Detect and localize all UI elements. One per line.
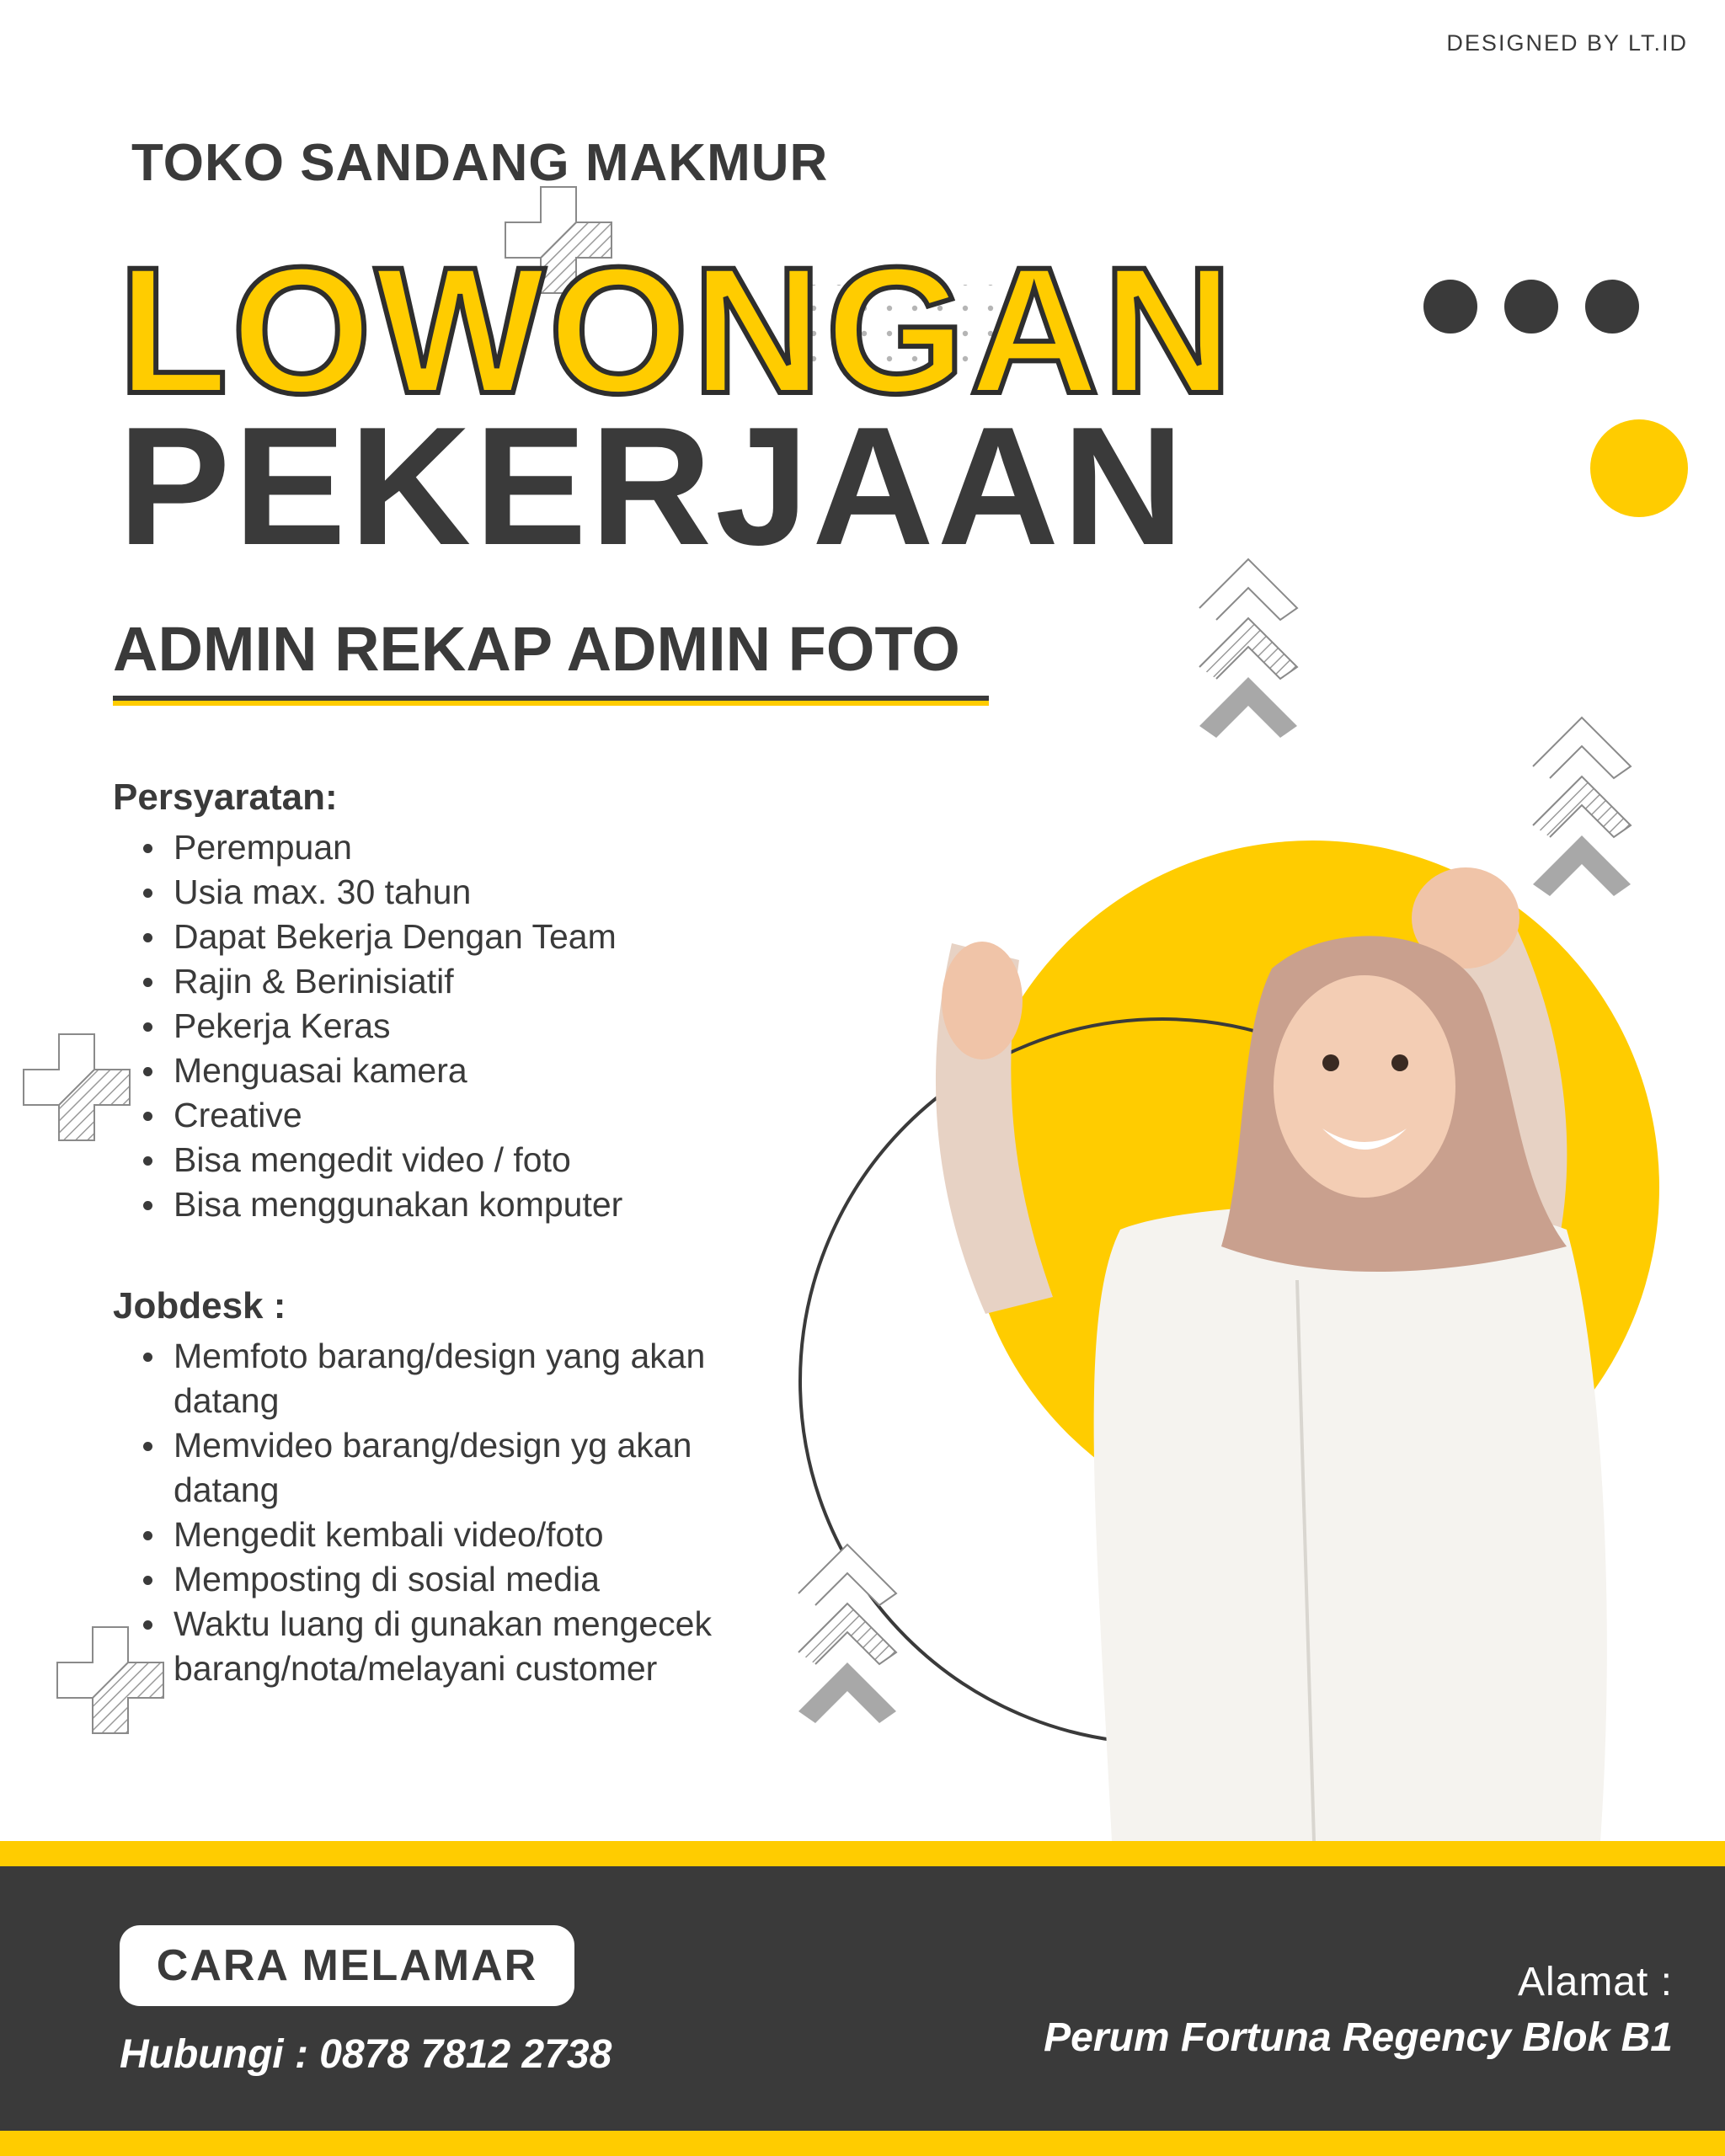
list-item: Creative	[174, 1093, 881, 1138]
list-item: Mengedit kembali video/foto	[174, 1513, 847, 1557]
list-item: Bisa menggunakan komputer	[174, 1182, 881, 1227]
jobdesk-heading: Jobdesk :	[113, 1285, 286, 1326]
address-label: Alamat :	[1517, 1960, 1673, 2004]
headline-line-2: PEKERJAAN	[118, 392, 1188, 580]
contact-phone: Hubungi : 0878 7812 2738	[120, 2032, 612, 2077]
footer-accent-band	[0, 1841, 1725, 1870]
three-dots-decor	[1423, 280, 1642, 334]
requirements-list	[113, 825, 881, 1227]
dot-1	[1423, 280, 1477, 334]
list-item: Menguasai kamera	[174, 1049, 881, 1093]
position-underline-accent	[113, 701, 989, 706]
list-item: Waktu luang di gunakan mengecek barang/nota/melayani customer	[174, 1602, 780, 1691]
designer-credit: DESIGNED BY LT.ID	[1446, 30, 1688, 56]
headline-line-1: LOWONGAN	[118, 230, 1236, 431]
footer-bottom-band	[0, 2131, 1725, 2156]
list-item: Memposting di sosial media	[174, 1557, 847, 1602]
job-position-title: ADMIN REKAP ADMIN FOTO	[113, 614, 960, 684]
apply-button[interactable]: CARA MELAMAR	[120, 1925, 574, 2006]
dot-3	[1585, 280, 1639, 334]
list-item: Dapat Bekerja Dengan Team	[174, 915, 881, 959]
list-item: Pekerja Keras	[174, 1004, 881, 1049]
store-name: TOKO SANDANG MAKMUR	[131, 134, 829, 192]
chevron-stack-1	[1199, 559, 1297, 738]
list-item: Memfoto barang/design yang akan datang	[174, 1334, 729, 1423]
list-item: Usia max. 30 tahun	[174, 870, 881, 915]
list-item: Memvideo barang/design yg akan datang	[174, 1423, 729, 1513]
chevron-stack-2	[1533, 718, 1631, 896]
address-text: Perum Fortuna Regency Blok B1	[1044, 2015, 1673, 2060]
requirements-heading: Persyaratan:	[113, 776, 338, 818]
jobdesk-list	[113, 1334, 847, 1691]
yellow-circle-small	[1590, 419, 1688, 517]
list-item: Rajin & Berinisiatif	[174, 959, 881, 1004]
list-item: Perempuan	[174, 825, 881, 870]
list-item: Bisa mengedit video / foto	[174, 1138, 881, 1182]
dot-2	[1504, 280, 1558, 334]
